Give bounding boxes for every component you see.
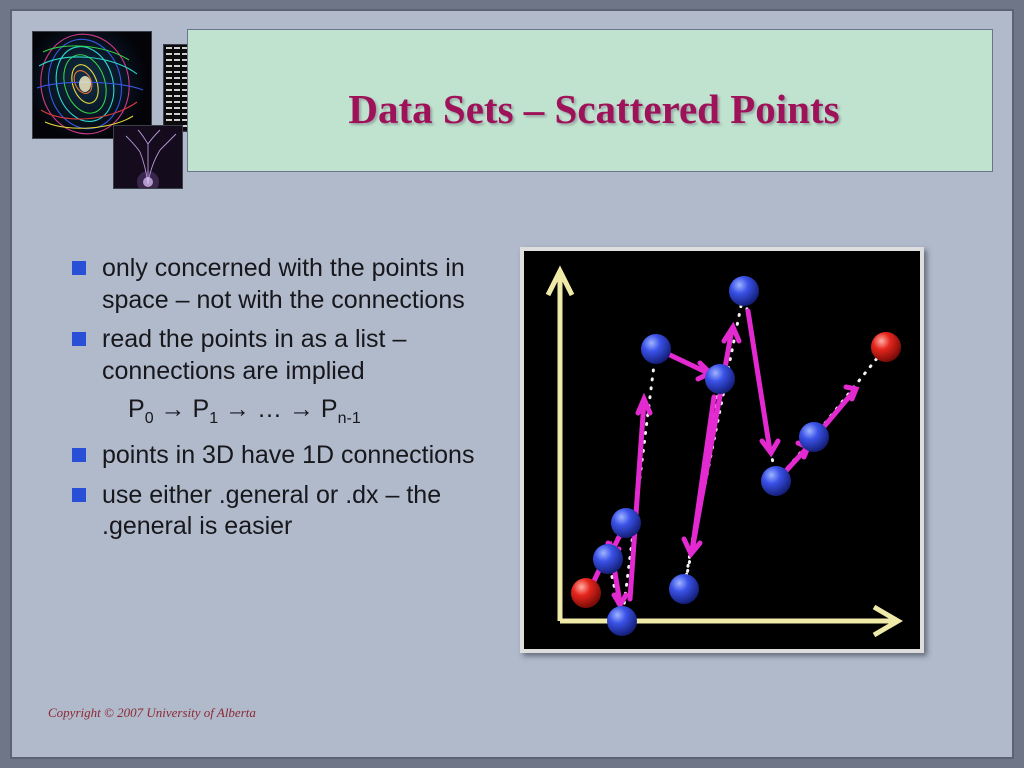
scattered-points-figure [520,247,924,653]
page-title: Data Sets – Scattered Points [348,86,840,132]
formula-arrow-1: → [153,395,193,423]
bullet-text: only concerned with the points in space – not with the connections [102,254,465,314]
bullet-list [58,253,508,551]
formula-p0: P [128,395,145,423]
data-point-blue [761,466,791,496]
formula-p0-sub: 0 [144,410,154,427]
data-point-blue [799,422,829,452]
data-point-blue [611,508,641,538]
bullet-square-icon [72,448,86,462]
data-point-red [571,578,601,608]
formula-pn: P [320,395,338,423]
bullet-text: use either .general or .dx – the .general is easier [102,480,442,540]
neuron-visualization-thumbnail [113,125,183,189]
formula-p1-sub: 1 [209,410,219,427]
list-item [58,480,508,543]
copyright-footer: Copyright © 2007 University of Alberta [48,705,256,720]
slide-body [10,9,1014,759]
formula-pn-sub: n-1 [337,410,361,427]
formula-arrow-3: → [282,395,321,423]
formula-p1: P [192,395,210,423]
data-point-red [871,332,901,362]
scattered-points-svg [524,251,920,649]
formula-ellipsis: … [257,395,282,423]
data-point-blue [607,606,637,636]
bullet-square-icon [72,261,86,275]
list-item [58,440,508,472]
title-box [187,29,993,172]
bullet-text: read the points in as a list – connections are implied [102,325,407,385]
magnetic-field-lines-thumbnail [32,31,152,139]
data-point-blue [705,364,735,394]
data-point-blue [593,544,623,574]
data-point-blue [729,276,759,306]
bullet-text: points in 3D have 1D connections [102,441,475,469]
bullet-square-icon [72,332,86,346]
data-point-blue [641,334,671,364]
list-item [58,324,508,387]
data-point-blue [669,574,699,604]
list-item [58,253,508,316]
point-sequence-formula [128,395,508,428]
formula-arrow-2: → [218,395,257,423]
bullet-square-icon [72,488,86,502]
